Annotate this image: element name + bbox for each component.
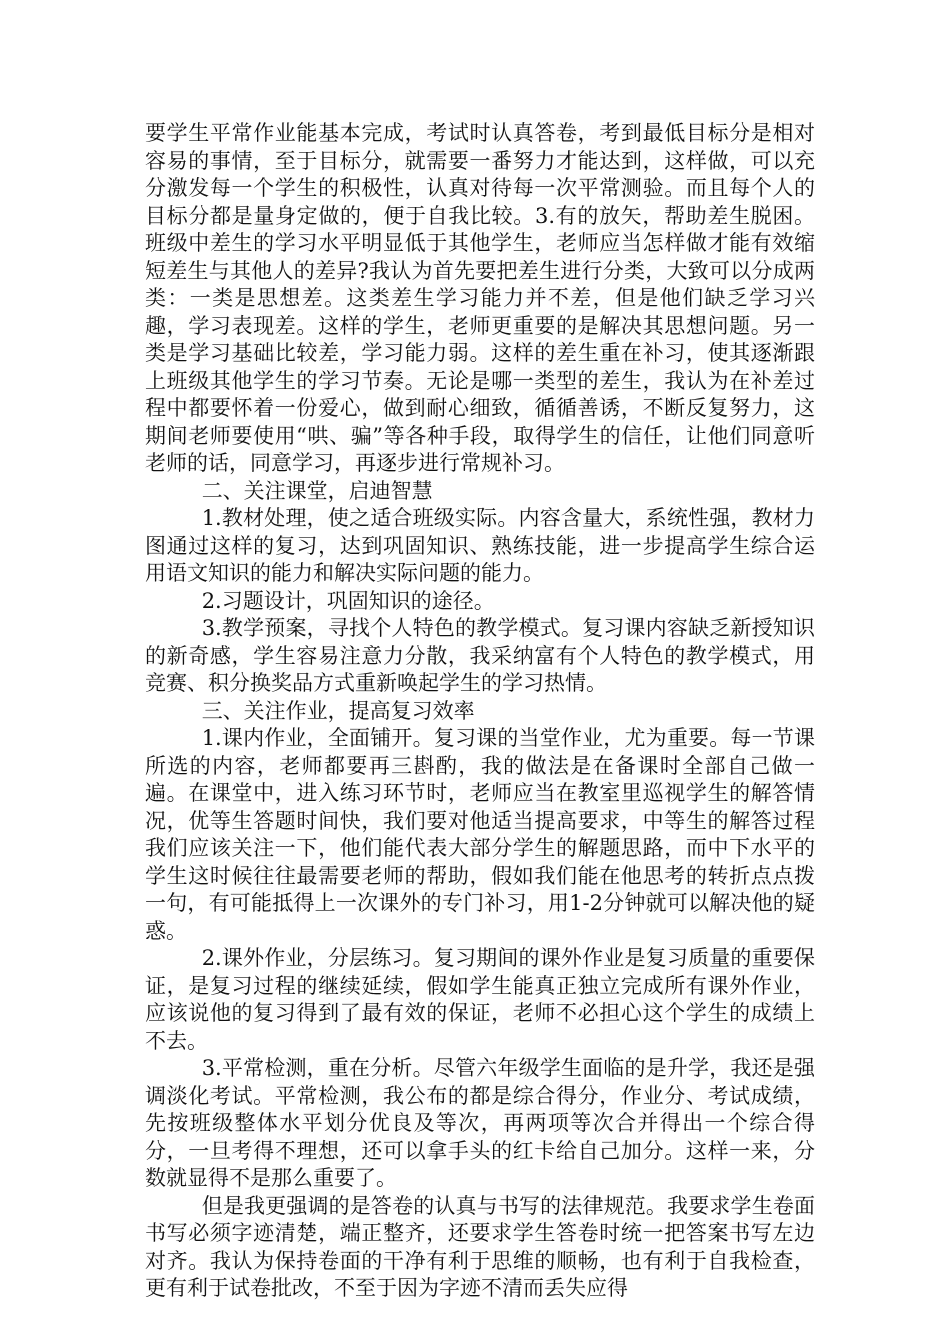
body-paragraph: 2.习题设计，巩固知识的途径。 [201, 588, 495, 613]
document-body [145, 120, 815, 1303]
body-paragraph: 要学生平常作业能基本完成，考试时认真答卷，考到最低目标分是相对容易的事情，至于目标分，就需要一番努力才能达到，这样做，可以充分激发每一个学生的积极性，认真对待每一次平常测验。而且每个人的目标分都是量身定做的，便于自我比较。3.有的放矢，帮助差生脱困。班级中差生的学习水平明显低于其他学生，老师应当怎样做才能有效缩短差生与其他人的差异?我认为首先要把差生进行分类，大致可以分成两类：一类是思想差。这类差生学习能力并不差，但是他们缺乏学习兴趣，学习表现差。这样的学生，老师更重要的是解决其思想问题。另一类是学习基础比较差，学习能力弱。这样的差生重在补习，使其逐渐跟上班级其他学生的学习节奏。无论是哪一类型的差生，我认为在补差过程中都要怀着一份爱心，做到耐心细致，循循善诱，不断反复努力，这期间老师要使用“哄、骗”等各种手段，取得学生的信任，让他们同意听老师的话，同意学习，再逐步进行常规补习。 [145, 121, 815, 475]
body-paragraph: 2.课外作业，分层练习。复习期间的课外作业是复习质量的重要保证，是复习过程的继续延续，假如学生能真正独立完成所有课外作业，应该说他的复习得到了最有效的保证，老师不必担心这个学生的成绩上不去。 [145, 946, 815, 1053]
body-paragraph: 3.平常检测，重在分析。尽管六年级学生面临的是升学，我还是强调淡化考试。平常检测，我公布的都是综合得分，作业分、考试成绩，先按班级整体水平划分优良及等次，再两项等次合并得出一个综合得分，一旦考得不理想，还可以拿手头的红卡给自己加分。这样一来，分数就显得不是那么重要了。 [145, 1056, 815, 1190]
section-heading: 二、关注课堂，启迪智慧 [201, 478, 433, 503]
body-paragraph: 1.教材处理，使之适合班级实际。内容含量大，系统性强，教材力图通过这样的复习，达到巩固知识、熟练技能，进一步提高学生综合运用语文知识的能力和解决实际问题的能力。 [145, 506, 815, 585]
section-heading: 三、关注作业，提高复习效率 [201, 698, 475, 723]
body-paragraph: 1.课内作业，全面铺开。复习课的当堂作业，尤为重要。每一节课所选的内容，老师都要再三斟酌，我的做法是在备课时全部自己做一遍。在课堂中，进入练习环节时，老师应当在教室里巡视学生的解答情况，优等生答题时间快，我们要对他适当提高要求，中等生的解答过程我们应该关注一下，他们能代表大部分学生的解题思路，而中下水平的学生这时候往往最需要老师的帮助，假如我们能在他思考的转折点点拨一句，有可能抵得上一次课外的专门补习，用1-2分钟就可以解决他的疑惑。 [145, 726, 815, 943]
body-paragraph: 3.教学预案，寻找个人特色的教学模式。复习课内容缺乏新授知识的新奇感，学生容易注意力分散，我采纳富有个人特色的教学模式，用竞赛、积分换奖品方式重新唤起学生的学习热情。 [145, 616, 815, 695]
body-paragraph: 但是我更强调的是答卷的认真与书写的法律规范。我要求学生卷面书写必须字迹清楚，端正整齐，还要求学生答卷时统一把答案书写左边对齐。我认为保持卷面的干净有利于思维的顺畅，也有利于自我检查，更有利于试卷批改，不至于因为字迹不清而丢失应得 [145, 1193, 815, 1300]
